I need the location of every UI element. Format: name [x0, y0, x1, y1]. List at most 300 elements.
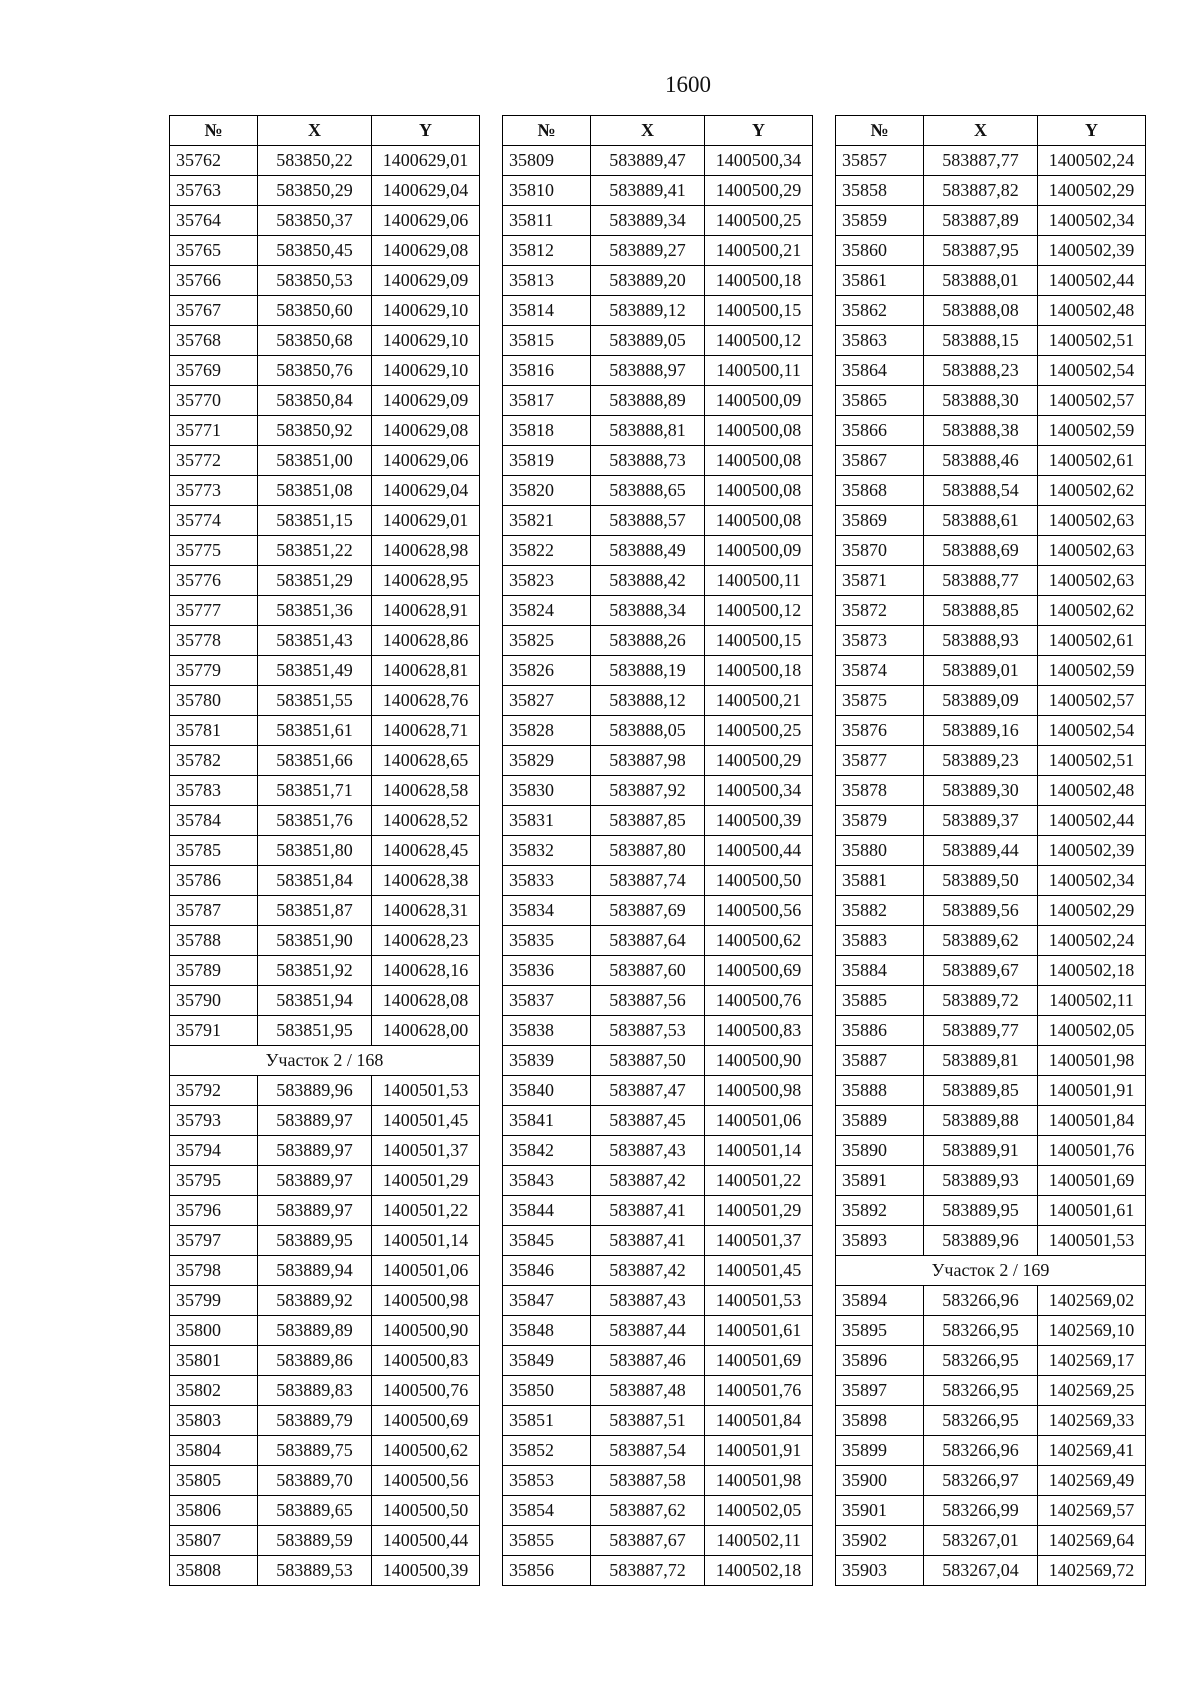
table-row [170, 236, 480, 266]
point-number-cell: 35888 [836, 1076, 924, 1106]
point-number-cell: 35825 [503, 626, 591, 656]
point-number-cell: 35878 [836, 776, 924, 806]
table-row [836, 1106, 1146, 1136]
x-coordinate-cell: 583887,43 [591, 1286, 705, 1316]
point-number-cell: 35868 [836, 476, 924, 506]
x-coordinate-cell: 583889,12 [591, 296, 705, 326]
point-number-cell: 35830 [503, 776, 591, 806]
table-row [503, 956, 813, 986]
y-coordinate-cell: 1400502,54 [1038, 716, 1146, 746]
x-coordinate-cell: 583889,05 [591, 326, 705, 356]
x-coordinate-cell: 583887,74 [591, 866, 705, 896]
y-coordinate-cell: 1400502,44 [1038, 806, 1146, 836]
table-row [503, 1076, 813, 1106]
table-row [503, 1376, 813, 1406]
x-coordinate-cell: 583888,65 [591, 476, 705, 506]
x-coordinate-cell: 583887,62 [591, 1496, 705, 1526]
x-header: X [591, 116, 705, 146]
table-row [170, 986, 480, 1016]
x-coordinate-cell: 583851,29 [258, 566, 372, 596]
y-coordinate-cell: 1400629,09 [372, 386, 480, 416]
y-coordinate-cell: 1400502,18 [705, 1556, 813, 1586]
table-row [170, 596, 480, 626]
x-coordinate-cell: 583889,92 [258, 1286, 372, 1316]
table-row [836, 806, 1146, 836]
table-row [170, 1436, 480, 1466]
point-number-cell: 35836 [503, 956, 591, 986]
point-number-cell: 35783 [170, 776, 258, 806]
x-coordinate-cell: 583266,96 [924, 1436, 1038, 1466]
y-coordinate-cell: 1400502,18 [1038, 956, 1146, 986]
point-number-cell: 35807 [170, 1526, 258, 1556]
y-coordinate-cell: 1400628,91 [372, 596, 480, 626]
y-coordinate-cell: 1400500,18 [705, 656, 813, 686]
y-coordinate-cell: 1400500,18 [705, 266, 813, 296]
y-coordinate-cell: 1400628,45 [372, 836, 480, 866]
point-number-cell: 35903 [836, 1556, 924, 1586]
x-header: X [258, 116, 372, 146]
x-coordinate-cell: 583266,95 [924, 1406, 1038, 1436]
y-coordinate-cell: 1400629,06 [372, 446, 480, 476]
y-header: Y [705, 116, 813, 146]
point-number-cell: 35845 [503, 1226, 591, 1256]
table-row [170, 686, 480, 716]
x-coordinate-cell: 583889,95 [924, 1196, 1038, 1226]
x-coordinate-cell: 583888,57 [591, 506, 705, 536]
point-number-cell: 35789 [170, 956, 258, 986]
point-number-cell: 35818 [503, 416, 591, 446]
point-number-cell: 35844 [503, 1196, 591, 1226]
x-coordinate-cell: 583887,43 [591, 1136, 705, 1166]
y-coordinate-cell: 1400501,45 [705, 1256, 813, 1286]
y-coordinate-cell: 1400500,15 [705, 296, 813, 326]
table-row [170, 806, 480, 836]
y-coordinate-cell: 1400628,86 [372, 626, 480, 656]
table-row [503, 176, 813, 206]
point-number-cell: 35834 [503, 896, 591, 926]
no-header: № [836, 116, 924, 146]
y-coordinate-cell: 1400629,09 [372, 266, 480, 296]
point-number-cell: 35851 [503, 1406, 591, 1436]
x-coordinate-cell: 583888,85 [924, 596, 1038, 626]
y-coordinate-cell: 1400502,29 [1038, 176, 1146, 206]
table-row [170, 1406, 480, 1436]
y-coordinate-cell: 1400629,10 [372, 326, 480, 356]
y-coordinate-cell: 1400628,65 [372, 746, 480, 776]
point-number-cell: 35896 [836, 1346, 924, 1376]
x-coordinate-cell: 583888,12 [591, 686, 705, 716]
point-number-cell: 35811 [503, 206, 591, 236]
y-coordinate-cell: 1402569,17 [1038, 1346, 1146, 1376]
x-coordinate-cell: 583889,94 [258, 1256, 372, 1286]
point-number-cell: 35780 [170, 686, 258, 716]
y-coordinate-cell: 1400629,06 [372, 206, 480, 236]
point-number-cell: 35867 [836, 446, 924, 476]
table-row [503, 1466, 813, 1496]
y-coordinate-cell: 1400502,59 [1038, 416, 1146, 446]
point-number-cell: 35765 [170, 236, 258, 266]
table-row [836, 506, 1146, 536]
x-coordinate-cell: 583850,53 [258, 266, 372, 296]
point-number-cell: 35806 [170, 1496, 258, 1526]
table-row [170, 1316, 480, 1346]
table-row [170, 356, 480, 386]
y-coordinate-cell: 1400628,00 [372, 1016, 480, 1046]
x-coordinate-cell: 583888,81 [591, 416, 705, 446]
table-row [503, 1166, 813, 1196]
y-coordinate-cell: 1400500,21 [705, 236, 813, 266]
x-coordinate-cell: 583266,96 [924, 1286, 1038, 1316]
point-number-cell: 35870 [836, 536, 924, 566]
table-row [503, 1316, 813, 1346]
point-number-cell: 35876 [836, 716, 924, 746]
point-number-cell: 35776 [170, 566, 258, 596]
y-coordinate-cell: 1400629,10 [372, 356, 480, 386]
x-coordinate-cell: 583889,97 [258, 1106, 372, 1136]
table-row [836, 1226, 1146, 1256]
table-row [503, 1226, 813, 1256]
table-row [836, 866, 1146, 896]
y-coordinate-cell: 1400629,01 [372, 506, 480, 536]
table-row [836, 476, 1146, 506]
point-number-cell: 35770 [170, 386, 258, 416]
table-row [170, 1166, 480, 1196]
x-coordinate-cell: 583889,62 [924, 926, 1038, 956]
table-row [170, 1346, 480, 1376]
y-coordinate-cell: 1400502,05 [1038, 1016, 1146, 1046]
table-row [170, 1526, 480, 1556]
x-coordinate-cell: 583889,89 [258, 1316, 372, 1346]
y-coordinate-cell: 1400500,21 [705, 686, 813, 716]
x-coordinate-cell: 583888,54 [924, 476, 1038, 506]
point-number-cell: 35879 [836, 806, 924, 836]
y-coordinate-cell: 1400629,04 [372, 176, 480, 206]
point-number-cell: 35887 [836, 1046, 924, 1076]
table-row [836, 1556, 1146, 1586]
y-coordinate-cell: 1400501,45 [372, 1106, 480, 1136]
table-header-row [503, 116, 813, 146]
x-coordinate-cell: 583851,94 [258, 986, 372, 1016]
point-number-cell: 35890 [836, 1136, 924, 1166]
table-row [836, 536, 1146, 566]
table-row [836, 566, 1146, 596]
x-coordinate-cell: 583267,04 [924, 1556, 1038, 1586]
point-number-cell: 35841 [503, 1106, 591, 1136]
point-number-cell: 35796 [170, 1196, 258, 1226]
y-coordinate-cell: 1400628,23 [372, 926, 480, 956]
table-row [503, 236, 813, 266]
y-coordinate-cell: 1400629,01 [372, 146, 480, 176]
x-coordinate-cell: 583850,92 [258, 416, 372, 446]
y-coordinate-cell: 1400500,62 [705, 926, 813, 956]
table-row [503, 1556, 813, 1586]
x-coordinate-cell: 583851,55 [258, 686, 372, 716]
x-coordinate-cell: 583889,79 [258, 1406, 372, 1436]
table-row [503, 1406, 813, 1436]
table-row [503, 656, 813, 686]
point-number-cell: 35835 [503, 926, 591, 956]
x-coordinate-cell: 583887,85 [591, 806, 705, 836]
y-coordinate-cell: 1400502,61 [1038, 626, 1146, 656]
table-row [836, 1346, 1146, 1376]
y-coordinate-cell: 1400500,90 [372, 1316, 480, 1346]
y-coordinate-cell: 1400500,69 [372, 1406, 480, 1436]
table-row [503, 746, 813, 776]
table-row [170, 1466, 480, 1496]
y-coordinate-cell: 1400628,76 [372, 686, 480, 716]
y-coordinate-cell: 1400502,05 [705, 1496, 813, 1526]
table-row [170, 296, 480, 326]
point-number-cell: 35801 [170, 1346, 258, 1376]
y-coordinate-cell: 1400502,51 [1038, 746, 1146, 776]
y-coordinate-cell: 1400500,56 [705, 896, 813, 926]
y-coordinate-cell: 1400502,57 [1038, 386, 1146, 416]
point-number-cell: 35886 [836, 1016, 924, 1046]
x-coordinate-cell: 583888,46 [924, 446, 1038, 476]
x-coordinate-cell: 583887,95 [924, 236, 1038, 266]
table-row [503, 1106, 813, 1136]
x-coordinate-cell: 583887,45 [591, 1106, 705, 1136]
point-number-cell: 35842 [503, 1136, 591, 1166]
table-row [836, 746, 1146, 776]
x-coordinate-cell: 583889,34 [591, 206, 705, 236]
table-row [836, 926, 1146, 956]
point-number-cell: 35880 [836, 836, 924, 866]
y-coordinate-cell: 1400502,34 [1038, 206, 1146, 236]
point-number-cell: 35785 [170, 836, 258, 866]
point-number-cell: 35824 [503, 596, 591, 626]
y-coordinate-cell: 1402569,64 [1038, 1526, 1146, 1556]
point-number-cell: 35793 [170, 1106, 258, 1136]
x-coordinate-cell: 583887,98 [591, 746, 705, 776]
y-coordinate-cell: 1400500,56 [372, 1466, 480, 1496]
point-number-cell: 35858 [836, 176, 924, 206]
table-row [503, 626, 813, 656]
y-coordinate-cell: 1400628,58 [372, 776, 480, 806]
point-number-cell: 35763 [170, 176, 258, 206]
table-row [170, 1556, 480, 1586]
point-number-cell: 35865 [836, 386, 924, 416]
table-row [836, 686, 1146, 716]
x-coordinate-cell: 583889,44 [924, 836, 1038, 866]
point-number-cell: 35840 [503, 1076, 591, 1106]
x-coordinate-cell: 583850,68 [258, 326, 372, 356]
table-row [836, 1286, 1146, 1316]
x-coordinate-cell: 583889,23 [924, 746, 1038, 776]
point-number-cell: 35784 [170, 806, 258, 836]
x-coordinate-cell: 583266,97 [924, 1466, 1038, 1496]
point-number-cell: 35864 [836, 356, 924, 386]
table-row [836, 146, 1146, 176]
y-coordinate-cell: 1400502,29 [1038, 896, 1146, 926]
y-coordinate-cell: 1400501,76 [1038, 1136, 1146, 1166]
point-number-cell: 35821 [503, 506, 591, 536]
point-number-cell: 35893 [836, 1226, 924, 1256]
x-coordinate-cell: 583851,43 [258, 626, 372, 656]
point-number-cell: 35787 [170, 896, 258, 926]
point-number-cell: 35848 [503, 1316, 591, 1346]
x-coordinate-cell: 583888,19 [591, 656, 705, 686]
table-row [836, 296, 1146, 326]
table-row [503, 1046, 813, 1076]
y-coordinate-cell: 1400502,62 [1038, 596, 1146, 626]
y-coordinate-cell: 1400500,62 [372, 1436, 480, 1466]
y-coordinate-cell: 1400500,25 [705, 206, 813, 236]
table-row [503, 866, 813, 896]
point-number-cell: 35866 [836, 416, 924, 446]
y-coordinate-cell: 1400501,14 [705, 1136, 813, 1166]
point-number-cell: 35777 [170, 596, 258, 626]
x-coordinate-cell: 583888,01 [924, 266, 1038, 296]
x-coordinate-cell: 583887,48 [591, 1376, 705, 1406]
x-coordinate-cell: 583888,26 [591, 626, 705, 656]
x-coordinate-cell: 583889,83 [258, 1376, 372, 1406]
x-coordinate-cell: 583887,60 [591, 956, 705, 986]
x-coordinate-cell: 583887,64 [591, 926, 705, 956]
table-row [170, 776, 480, 806]
point-number-cell: 35889 [836, 1106, 924, 1136]
y-coordinate-cell: 1400500,39 [372, 1556, 480, 1586]
table-row [836, 1376, 1146, 1406]
y-coordinate-cell: 1400502,63 [1038, 536, 1146, 566]
y-coordinate-cell: 1400501,53 [372, 1076, 480, 1106]
y-coordinate-cell: 1400500,29 [705, 746, 813, 776]
x-coordinate-cell: 583889,91 [924, 1136, 1038, 1166]
y-coordinate-cell: 1400500,98 [372, 1286, 480, 1316]
point-number-cell: 35819 [503, 446, 591, 476]
coordinates-table-3 [835, 115, 1146, 1586]
x-coordinate-cell: 583888,42 [591, 566, 705, 596]
point-number-cell: 35772 [170, 446, 258, 476]
point-number-cell: 35815 [503, 326, 591, 356]
table-row [836, 1466, 1146, 1496]
point-number-cell: 35816 [503, 356, 591, 386]
y-coordinate-cell: 1400501,98 [705, 1466, 813, 1496]
x-coordinate-cell: 583889,27 [591, 236, 705, 266]
x-coordinate-cell: 583851,22 [258, 536, 372, 566]
x-coordinate-cell: 583851,36 [258, 596, 372, 626]
point-number-cell: 35838 [503, 1016, 591, 1046]
x-coordinate-cell: 583266,99 [924, 1496, 1038, 1526]
table-row [170, 746, 480, 776]
y-coordinate-cell: 1400502,62 [1038, 476, 1146, 506]
table-row [503, 356, 813, 386]
x-coordinate-cell: 583851,90 [258, 926, 372, 956]
point-number-cell: 35794 [170, 1136, 258, 1166]
y-coordinate-cell: 1400629,08 [372, 236, 480, 266]
no-header: № [170, 116, 258, 146]
x-coordinate-cell: 583850,37 [258, 206, 372, 236]
x-coordinate-cell: 583887,92 [591, 776, 705, 806]
point-number-cell: 35771 [170, 416, 258, 446]
x-coordinate-cell: 583850,60 [258, 296, 372, 326]
x-coordinate-cell: 583889,85 [924, 1076, 1038, 1106]
x-coordinate-cell: 583888,49 [591, 536, 705, 566]
x-coordinate-cell: 583888,77 [924, 566, 1038, 596]
y-coordinate-cell: 1400500,12 [705, 326, 813, 356]
no-header: № [503, 116, 591, 146]
point-number-cell: 35812 [503, 236, 591, 266]
table-row [836, 836, 1146, 866]
table-row [836, 896, 1146, 926]
x-coordinate-cell: 583888,08 [924, 296, 1038, 326]
table-row [836, 1016, 1146, 1046]
point-number-cell: 35883 [836, 926, 924, 956]
x-coordinate-cell: 583889,97 [258, 1166, 372, 1196]
table-row [170, 506, 480, 536]
x-coordinate-cell: 583851,15 [258, 506, 372, 536]
point-number-cell: 35814 [503, 296, 591, 326]
table-row [503, 146, 813, 176]
point-number-cell: 35820 [503, 476, 591, 506]
y-coordinate-cell: 1400500,50 [372, 1496, 480, 1526]
point-number-cell: 35846 [503, 1256, 591, 1286]
point-number-cell: 35849 [503, 1346, 591, 1376]
x-coordinate-cell: 583889,95 [258, 1226, 372, 1256]
x-coordinate-cell: 583887,50 [591, 1046, 705, 1076]
point-number-cell: 35902 [836, 1526, 924, 1556]
x-coordinate-cell: 583850,84 [258, 386, 372, 416]
point-number-cell: 35773 [170, 476, 258, 506]
point-number-cell: 35884 [836, 956, 924, 986]
table-row [503, 1016, 813, 1046]
x-coordinate-cell: 583888,69 [924, 536, 1038, 566]
point-number-cell: 35797 [170, 1226, 258, 1256]
table-row [503, 386, 813, 416]
table-row [170, 1196, 480, 1226]
table-row [503, 716, 813, 746]
point-number-cell: 35809 [503, 146, 591, 176]
y-coordinate-cell: 1400501,22 [372, 1196, 480, 1226]
table-row [836, 1496, 1146, 1526]
y-coordinate-cell: 1400628,38 [372, 866, 480, 896]
x-coordinate-cell: 583851,87 [258, 896, 372, 926]
y-coordinate-cell: 1400628,95 [372, 566, 480, 596]
x-coordinate-cell: 583889,75 [258, 1436, 372, 1466]
table-row [836, 1046, 1146, 1076]
y-coordinate-cell: 1400500,98 [705, 1076, 813, 1106]
y-coordinate-cell: 1400500,11 [705, 566, 813, 596]
y-coordinate-cell: 1400501,29 [705, 1196, 813, 1226]
point-number-cell: 35792 [170, 1076, 258, 1106]
table-row [170, 536, 480, 566]
x-coordinate-cell: 583889,96 [258, 1076, 372, 1106]
table-row [503, 506, 813, 536]
point-number-cell: 35859 [836, 206, 924, 236]
table-row [836, 776, 1146, 806]
x-coordinate-cell: 583889,72 [924, 986, 1038, 1016]
table-row [836, 626, 1146, 656]
point-number-cell: 35900 [836, 1466, 924, 1496]
table-row [836, 956, 1146, 986]
table-row [503, 1496, 813, 1526]
table-row [503, 1196, 813, 1226]
point-number-cell: 35782 [170, 746, 258, 776]
y-coordinate-cell: 1400501,06 [372, 1256, 480, 1286]
y-header: Y [1038, 116, 1146, 146]
point-number-cell: 35828 [503, 716, 591, 746]
y-coordinate-cell: 1400500,29 [705, 176, 813, 206]
y-coordinate-cell: 1400501,84 [705, 1406, 813, 1436]
point-number-cell: 35877 [836, 746, 924, 776]
point-number-cell: 35808 [170, 1556, 258, 1586]
x-coordinate-cell: 583889,93 [924, 1166, 1038, 1196]
table-row [170, 1376, 480, 1406]
x-coordinate-cell: 583266,95 [924, 1316, 1038, 1346]
x-coordinate-cell: 583851,76 [258, 806, 372, 836]
table-row [503, 206, 813, 236]
y-coordinate-cell: 1400500,09 [705, 536, 813, 566]
